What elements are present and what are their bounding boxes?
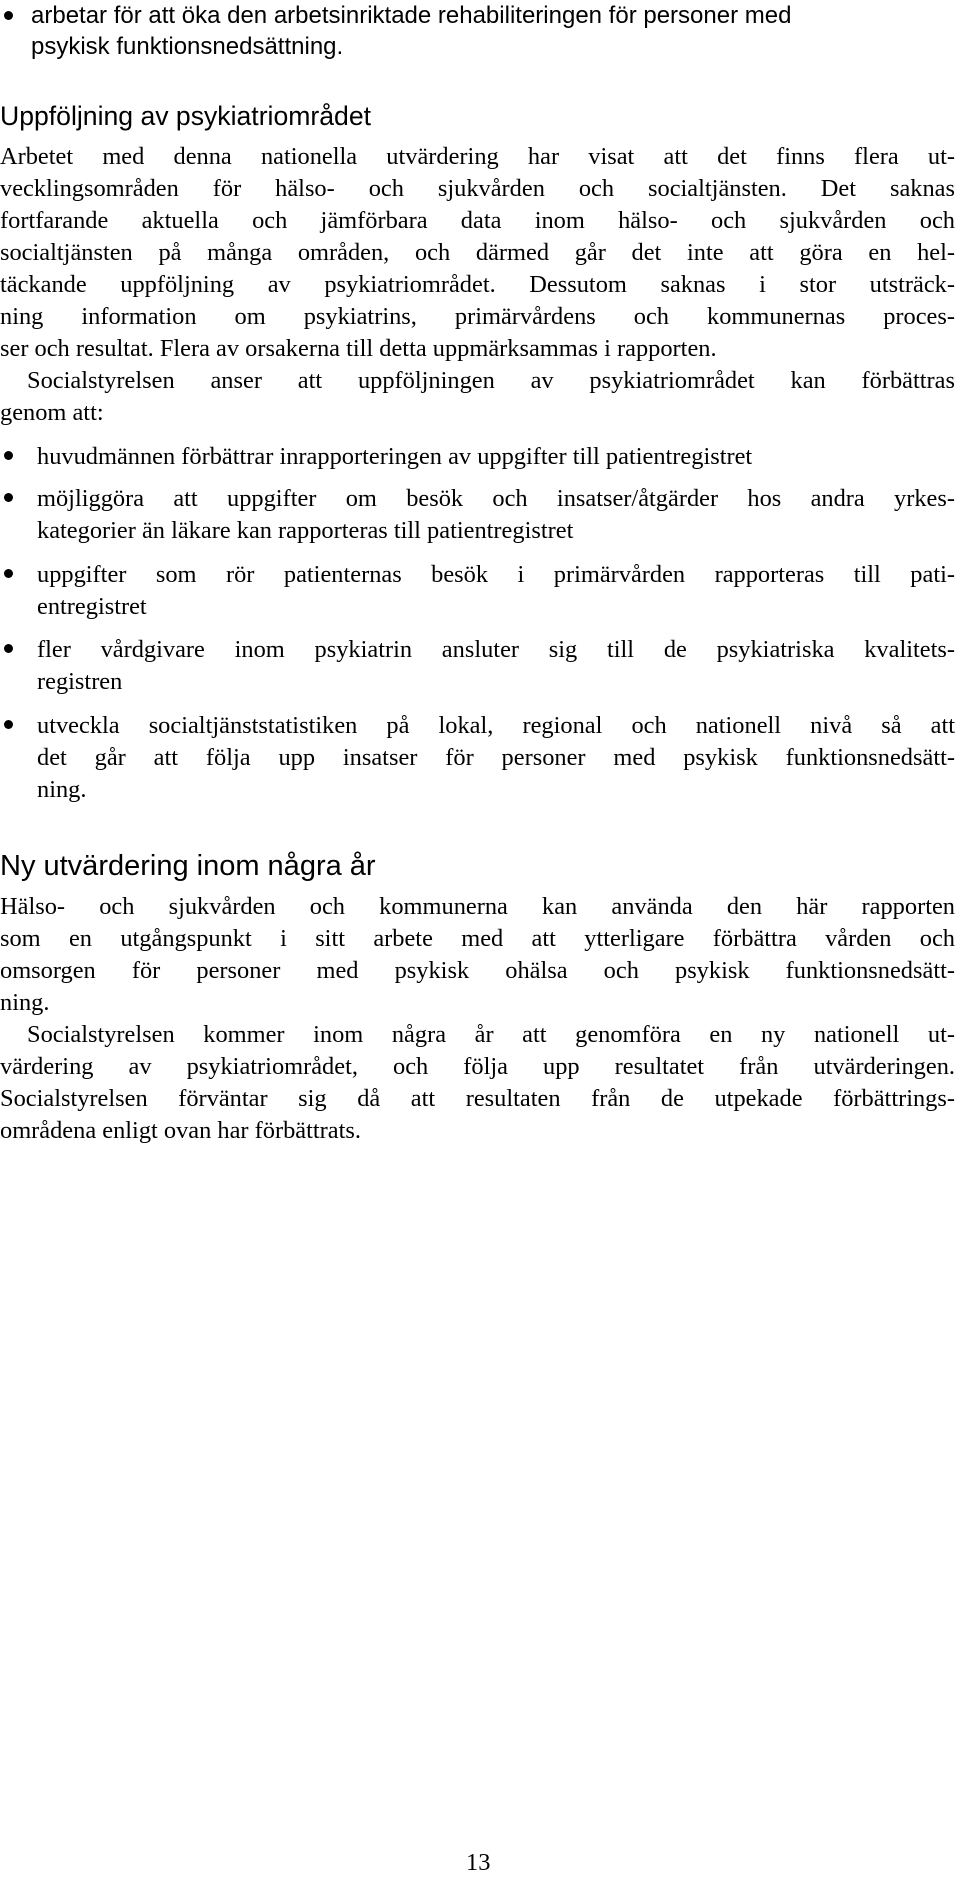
list-item-line: registren	[37, 668, 123, 695]
list-item-line: kategorier än läkare kan rapporteras till patientregistret	[37, 517, 574, 544]
paragraph-line: vecklingsområden för hälso- och sjukvården och socialtjänsten. Det saknas	[0, 175, 955, 202]
paragraph-line: täckande uppföljning av psykiatriområdet. Dessutom saknas i stor utsträck-	[0, 271, 955, 298]
page-number: 13	[466, 1849, 491, 1876]
paragraph-line: Hälso- och sjukvården och kommunerna kan använda den här rapporten	[0, 893, 955, 920]
list-item-line: ning.	[37, 776, 87, 803]
paragraph-line: genom att:	[0, 399, 104, 426]
list-item-line: huvudmännen förbättrar inrapporteringen av uppgifter till patientregistret	[37, 443, 753, 470]
paragraph-line: ser och resultat. Flera av orsakerna till detta uppmärksammas i rapporten.	[0, 335, 717, 362]
list-item-line: möjliggöra att uppgifter om besök och insatser/åtgärder hos andra yrkes-	[37, 485, 955, 512]
list-item-line: det går att följa upp insatser för personer med psykisk funktionsnedsätt-	[37, 744, 955, 771]
paragraph-line: socialtjänsten på många områden, och därmed går det inte att göra en hel-	[0, 239, 955, 266]
paragraph-line: som en utgångspunkt i sitt arbete med att ytterligare förbättra vården och	[0, 925, 955, 952]
list-item-line: utveckla socialtjänststatistiken på lokal, regional och nationell nivå så att	[37, 712, 955, 739]
bullet-icon	[4, 569, 13, 578]
intro-bullet-line: psykisk funktionsnedsättning.	[31, 33, 344, 60]
paragraph-line: Arbetet med denna nationella utvärdering har visat att det finns flera ut-	[0, 143, 955, 170]
bullet-icon	[4, 493, 13, 502]
intro-bullet-line: arbetar för att öka den arbetsinriktade rehabiliteringen för personer med	[31, 2, 792, 29]
section-heading: Uppföljning av psykiatriområdet	[0, 101, 372, 131]
paragraph-line: Socialstyrelsen kommer inom några år att genomföra en ny nationell ut-	[27, 1021, 955, 1048]
bullet-icon	[4, 11, 13, 20]
paragraph-line: Socialstyrelsen förväntar sig då att resultaten från de utpekade förbättrings-	[0, 1085, 955, 1112]
bullet-icon	[4, 451, 13, 460]
paragraph-line: omsorgen för personer med psykisk ohälsa och psykisk funktionsnedsätt-	[0, 957, 955, 984]
paragraph-line: fortfarande aktuella och jämförbara data inom hälso- och sjukvården och	[0, 207, 955, 234]
list-item-line: fler vårdgivare inom psykiatrin ansluter sig till de psykiatriska kvalitets-	[37, 636, 955, 663]
section-heading: Ny utvärdering inom några år	[0, 850, 376, 882]
paragraph-line: ning information om psykiatrins, primärvårdens och kommunernas proces-	[0, 303, 955, 330]
list-item-line: entregistret	[37, 593, 147, 620]
bullet-icon	[4, 720, 13, 729]
list-item-line: uppgifter som rör patienternas besök i primärvården rapporteras till pati-	[37, 561, 955, 588]
bullet-icon	[4, 644, 13, 653]
paragraph-line: värdering av psykiatriområdet, och följa upp resultatet från utvärderingen.	[0, 1053, 955, 1080]
paragraph-line: Socialstyrelsen anser att uppföljningen av psykiatriområdet kan förbättras	[27, 367, 955, 394]
paragraph-line: ning.	[0, 989, 50, 1016]
paragraph-line: områdena enligt ovan har förbättrats.	[0, 1117, 361, 1144]
